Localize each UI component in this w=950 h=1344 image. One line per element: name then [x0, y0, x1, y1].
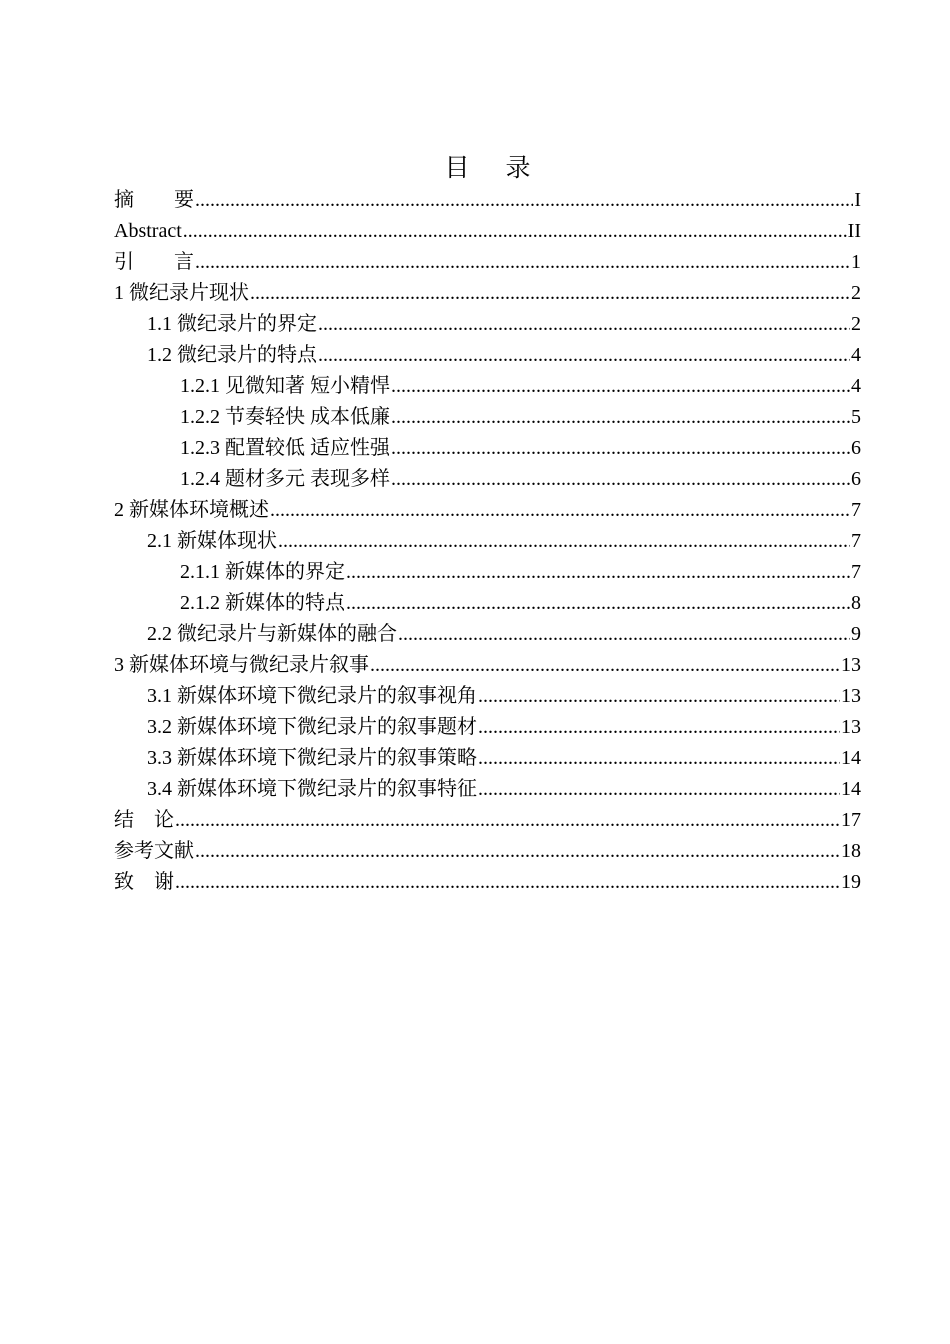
toc-dot-leader — [318, 309, 850, 340]
toc-entry-page-number: 5 — [851, 406, 861, 428]
toc-entry[interactable] — [114, 774, 861, 805]
toc-entry-label: 2.1.1 新媒体的界定 — [180, 561, 345, 583]
toc-title-char-1: 目 — [444, 155, 470, 182]
toc-entry-label: 3.4 新媒体环境下微纪录片的叙事特征 — [147, 778, 477, 800]
toc-dot-leader — [195, 836, 840, 867]
toc-entry-page-number: 7 — [851, 499, 861, 521]
toc-entry-page-number: 14 — [841, 778, 861, 800]
toc-dot-leader — [346, 588, 850, 619]
toc-entry-page-number: 2 — [851, 282, 861, 304]
toc-entry-label: 1.1 微纪录片的界定 — [147, 313, 317, 335]
toc-entry[interactable] — [114, 433, 861, 464]
toc-entry[interactable] — [114, 526, 861, 557]
toc-dot-leader — [370, 650, 840, 681]
toc-entry[interactable] — [114, 557, 861, 588]
toc-entry-label: 摘 要 — [114, 189, 194, 211]
toc-entry[interactable] — [114, 836, 861, 867]
toc-dot-leader — [278, 526, 850, 557]
toc-dot-leader — [391, 371, 850, 402]
toc-entry-label: 结 论 — [114, 809, 174, 831]
toc-entry-page-number: 2 — [851, 313, 861, 335]
toc-entry-page-number: II — [847, 220, 861, 242]
toc-entry-label: 2 新媒体环境概述 — [114, 499, 269, 521]
toc-entry[interactable] — [114, 867, 861, 898]
toc-entry[interactable] — [114, 681, 861, 712]
toc-dot-leader — [391, 464, 850, 495]
toc-entry-label: 1.2 微纪录片的特点 — [147, 344, 317, 366]
toc-dot-leader — [183, 216, 847, 247]
toc-entry-label: 致 谢 — [114, 871, 174, 893]
toc-entry[interactable] — [114, 650, 861, 681]
toc-entry[interactable] — [114, 371, 861, 402]
toc-entry-label: Abstract — [114, 220, 182, 242]
toc-entry-label: 3 新媒体环境与微纪录片叙事 — [114, 654, 369, 676]
toc-entry-page-number: 6 — [851, 437, 861, 459]
toc-dot-leader — [478, 743, 840, 774]
toc-entry-page-number: 13 — [841, 716, 861, 738]
toc-entry[interactable] — [114, 743, 861, 774]
toc-entry[interactable] — [114, 185, 861, 216]
toc-entry-label: 引 言 — [114, 251, 194, 273]
toc-entry-label: 3.2 新媒体环境下微纪录片的叙事题材 — [147, 716, 477, 738]
toc-entry[interactable] — [114, 712, 861, 743]
toc-entry[interactable] — [114, 340, 861, 371]
toc-dot-leader — [175, 805, 840, 836]
toc-dot-leader — [346, 557, 850, 588]
toc-entry-page-number: 1 — [851, 251, 861, 273]
toc-entry-page-number: 18 — [841, 840, 861, 862]
toc-entry[interactable] — [114, 402, 861, 433]
toc-dot-leader — [478, 681, 840, 712]
toc-entry[interactable] — [114, 805, 861, 836]
toc-entry-label: 2.2 微纪录片与新媒体的融合 — [147, 623, 397, 645]
toc-entry[interactable] — [114, 588, 861, 619]
toc-dot-leader — [398, 619, 850, 650]
toc-entry-label: 1.2.3 配置较低 适应性强 — [180, 437, 390, 459]
toc-entry-label: 3.3 新媒体环境下微纪录片的叙事策略 — [147, 747, 477, 769]
toc-entry-label: 1.2.1 见微知著 短小精悍 — [180, 375, 390, 397]
toc-entry-label: 1 微纪录片现状 — [114, 282, 249, 304]
toc-entry-page-number: 13 — [841, 654, 861, 676]
toc-entry-page-number: 17 — [841, 809, 861, 831]
toc-entry[interactable] — [114, 247, 861, 278]
toc-entry[interactable] — [114, 619, 861, 650]
toc-title-char-2: 录 — [505, 155, 531, 182]
toc-dot-leader — [478, 712, 840, 743]
toc-dot-leader — [175, 867, 840, 898]
toc-dot-leader — [195, 247, 850, 278]
toc-entry[interactable] — [114, 309, 861, 340]
toc-entry-page-number: 9 — [851, 623, 861, 645]
toc-entry-label: 3.1 新媒体环境下微纪录片的叙事视角 — [147, 685, 477, 707]
toc-dot-leader — [391, 402, 850, 433]
table-of-contents — [114, 185, 861, 898]
toc-entry-label: 1.2.2 节奏轻快 成本低廉 — [180, 406, 390, 428]
toc-entry[interactable] — [114, 464, 861, 495]
toc-dot-leader — [478, 774, 840, 805]
toc-entry-label: 参考文献 — [114, 840, 194, 862]
toc-entry-page-number: 8 — [851, 592, 861, 614]
toc-dot-leader — [270, 495, 850, 526]
toc-entry[interactable] — [114, 278, 861, 309]
toc-dot-leader — [250, 278, 850, 309]
toc-entry-label: 2.1.2 新媒体的特点 — [180, 592, 345, 614]
toc-entry-page-number: 4 — [851, 375, 861, 397]
toc-entry-page-number: 4 — [851, 344, 861, 366]
toc-entry-page-number: I — [854, 189, 861, 211]
toc-dot-leader — [391, 433, 850, 464]
toc-entry-page-number: 13 — [841, 685, 861, 707]
toc-entry-page-number: 7 — [851, 561, 861, 583]
toc-entry[interactable] — [114, 216, 861, 247]
toc-entry-page-number: 14 — [841, 747, 861, 769]
toc-title — [0, 153, 950, 185]
toc-entry-label: 1.2.4 题材多元 表现多样 — [180, 468, 390, 490]
toc-entry-page-number: 7 — [851, 530, 861, 552]
toc-entry-label: 2.1 新媒体现状 — [147, 530, 277, 552]
toc-dot-leader — [318, 340, 850, 371]
toc-dot-leader — [195, 185, 853, 216]
toc-entry[interactable] — [114, 495, 861, 526]
toc-entry-page-number: 6 — [851, 468, 861, 490]
toc-entry-page-number: 19 — [841, 871, 861, 893]
